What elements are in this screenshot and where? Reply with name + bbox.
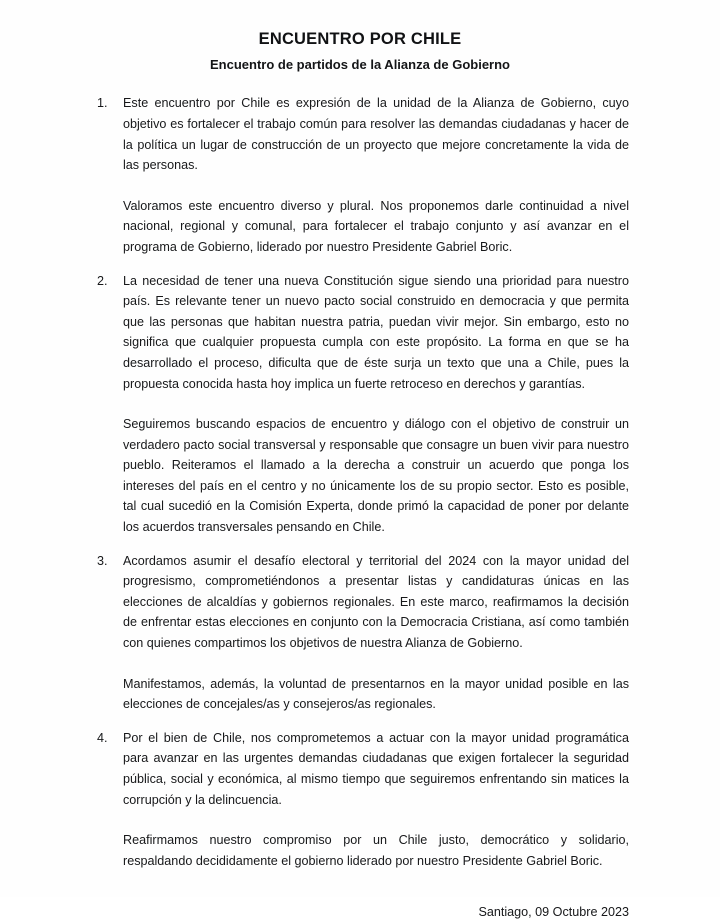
clause-paragraph: Este encuentro por Chile es expresión de la unidad de la Alianza de Gobierno, cuyo objetivo es fortalecer el trabajo común para resolver las demandas ciudadanas y hacer de la política un lugar de construcción de un proyecto que mejore concretamente la vida de las personas. — [123, 96, 629, 173]
clause-paragraph: Seguiremos buscando espacios de encuentro y diálogo con el objetivo de construir un verdadero pacto social transversal y responsable que consagre un buen vivir para nuestro pueblo. Reiteramos el llamado a la derecha a construir un acuerdo que ponga los intereses del país en el centro y no únicamente los de su propio sector. Esto es posible, tal cual sucedió en la Comisión Experta, donde primó la capacidad de poner por delante los acuerdos transversales pensando en Chile. — [123, 417, 629, 535]
clause-item — [91, 271, 629, 538]
document-title: ENCUENTRO POR CHILE — [258, 30, 462, 48]
clause-paragraph: Reafirmamos nuestro compromiso por un Chile justo, democrático y solidario, respaldando decididamente el gobierno liderado por nuestro Presidente Gabriel Boric. — [123, 833, 629, 868]
clause-paragraph: La necesidad de tener una nueva Constitución sigue siendo una prioridad para nuestro país. Es relevante tener un nuevo pacto social construido en democracia y que permita que las personas que habitan nuestra patria, puedan vivir mejor. Sin embargo, esto no significa que cualquier propuesta cumpla con este propósito. La forma en que se ha desarrollado el proceso, dificulta que de éste surja un texto que una a Chile, pues la propuesta conocida hasta hoy implica un fuerte retroceso en derechos y garantías. — [123, 273, 629, 391]
clause-item — [91, 551, 629, 715]
signature-place-date: Santiago, 09 Octubre 2023 — [478, 905, 629, 920]
clause-item — [91, 728, 629, 872]
clause-number: 4. — [97, 730, 108, 745]
clause-body — [123, 551, 629, 715]
clause-paragraph: Por el bien de Chile, nos comprometemos a actuar con la mayor unidad programática para avanzar en las urgentes demandas ciudadanas que exigen fortalecer la seguridad pública, social y económica, al mismo tiempo que seguiremos enfrentando sin matices la corrupción y la delincuencia. — [123, 730, 629, 807]
clause-paragraph: Acordamos asumir el desafío electoral y territorial del 2024 con la mayor unidad del progresismo, comprometiéndonos a presentar listas y candidaturas únicas en las elecciones de alcaldías y gobiernos regionales. En este marco, reafirmamos la decisión de enfrentar estas elecciones en conjunto con la Democracia Cristiana, así como también con quienes compartimos los objetivos de nuestra Alianza de Gobierno. — [123, 553, 629, 651]
document-header — [0, 0, 720, 72]
document-subtitle: Encuentro de partidos de la Alianza de Gobierno — [209, 56, 510, 72]
clause-number: 3. — [97, 553, 108, 568]
clause-body — [123, 93, 629, 257]
clause-number: 1. — [97, 96, 108, 111]
clause-paragraph: Manifestamos, además, la voluntad de presentarnos en la mayor unidad posible en las elecciones de concejales/as y consejeros/as regionales. — [123, 676, 629, 712]
clause-body — [123, 271, 629, 538]
signature-block — [91, 884, 629, 923]
clause-item — [91, 93, 629, 257]
document-body — [91, 72, 629, 871]
clause-body — [123, 728, 629, 872]
clause-paragraph: Valoramos este encuentro diverso y plural. Nos proponemos darle continuidad a nivel nacional, regional y comunal, para fortalecer el trabajo conjunto y así avanzar en el programa de Gobierno, liderado por nuestro Presidente Gabriel Boric. — [123, 198, 629, 254]
clause-number: 2. — [97, 273, 108, 288]
